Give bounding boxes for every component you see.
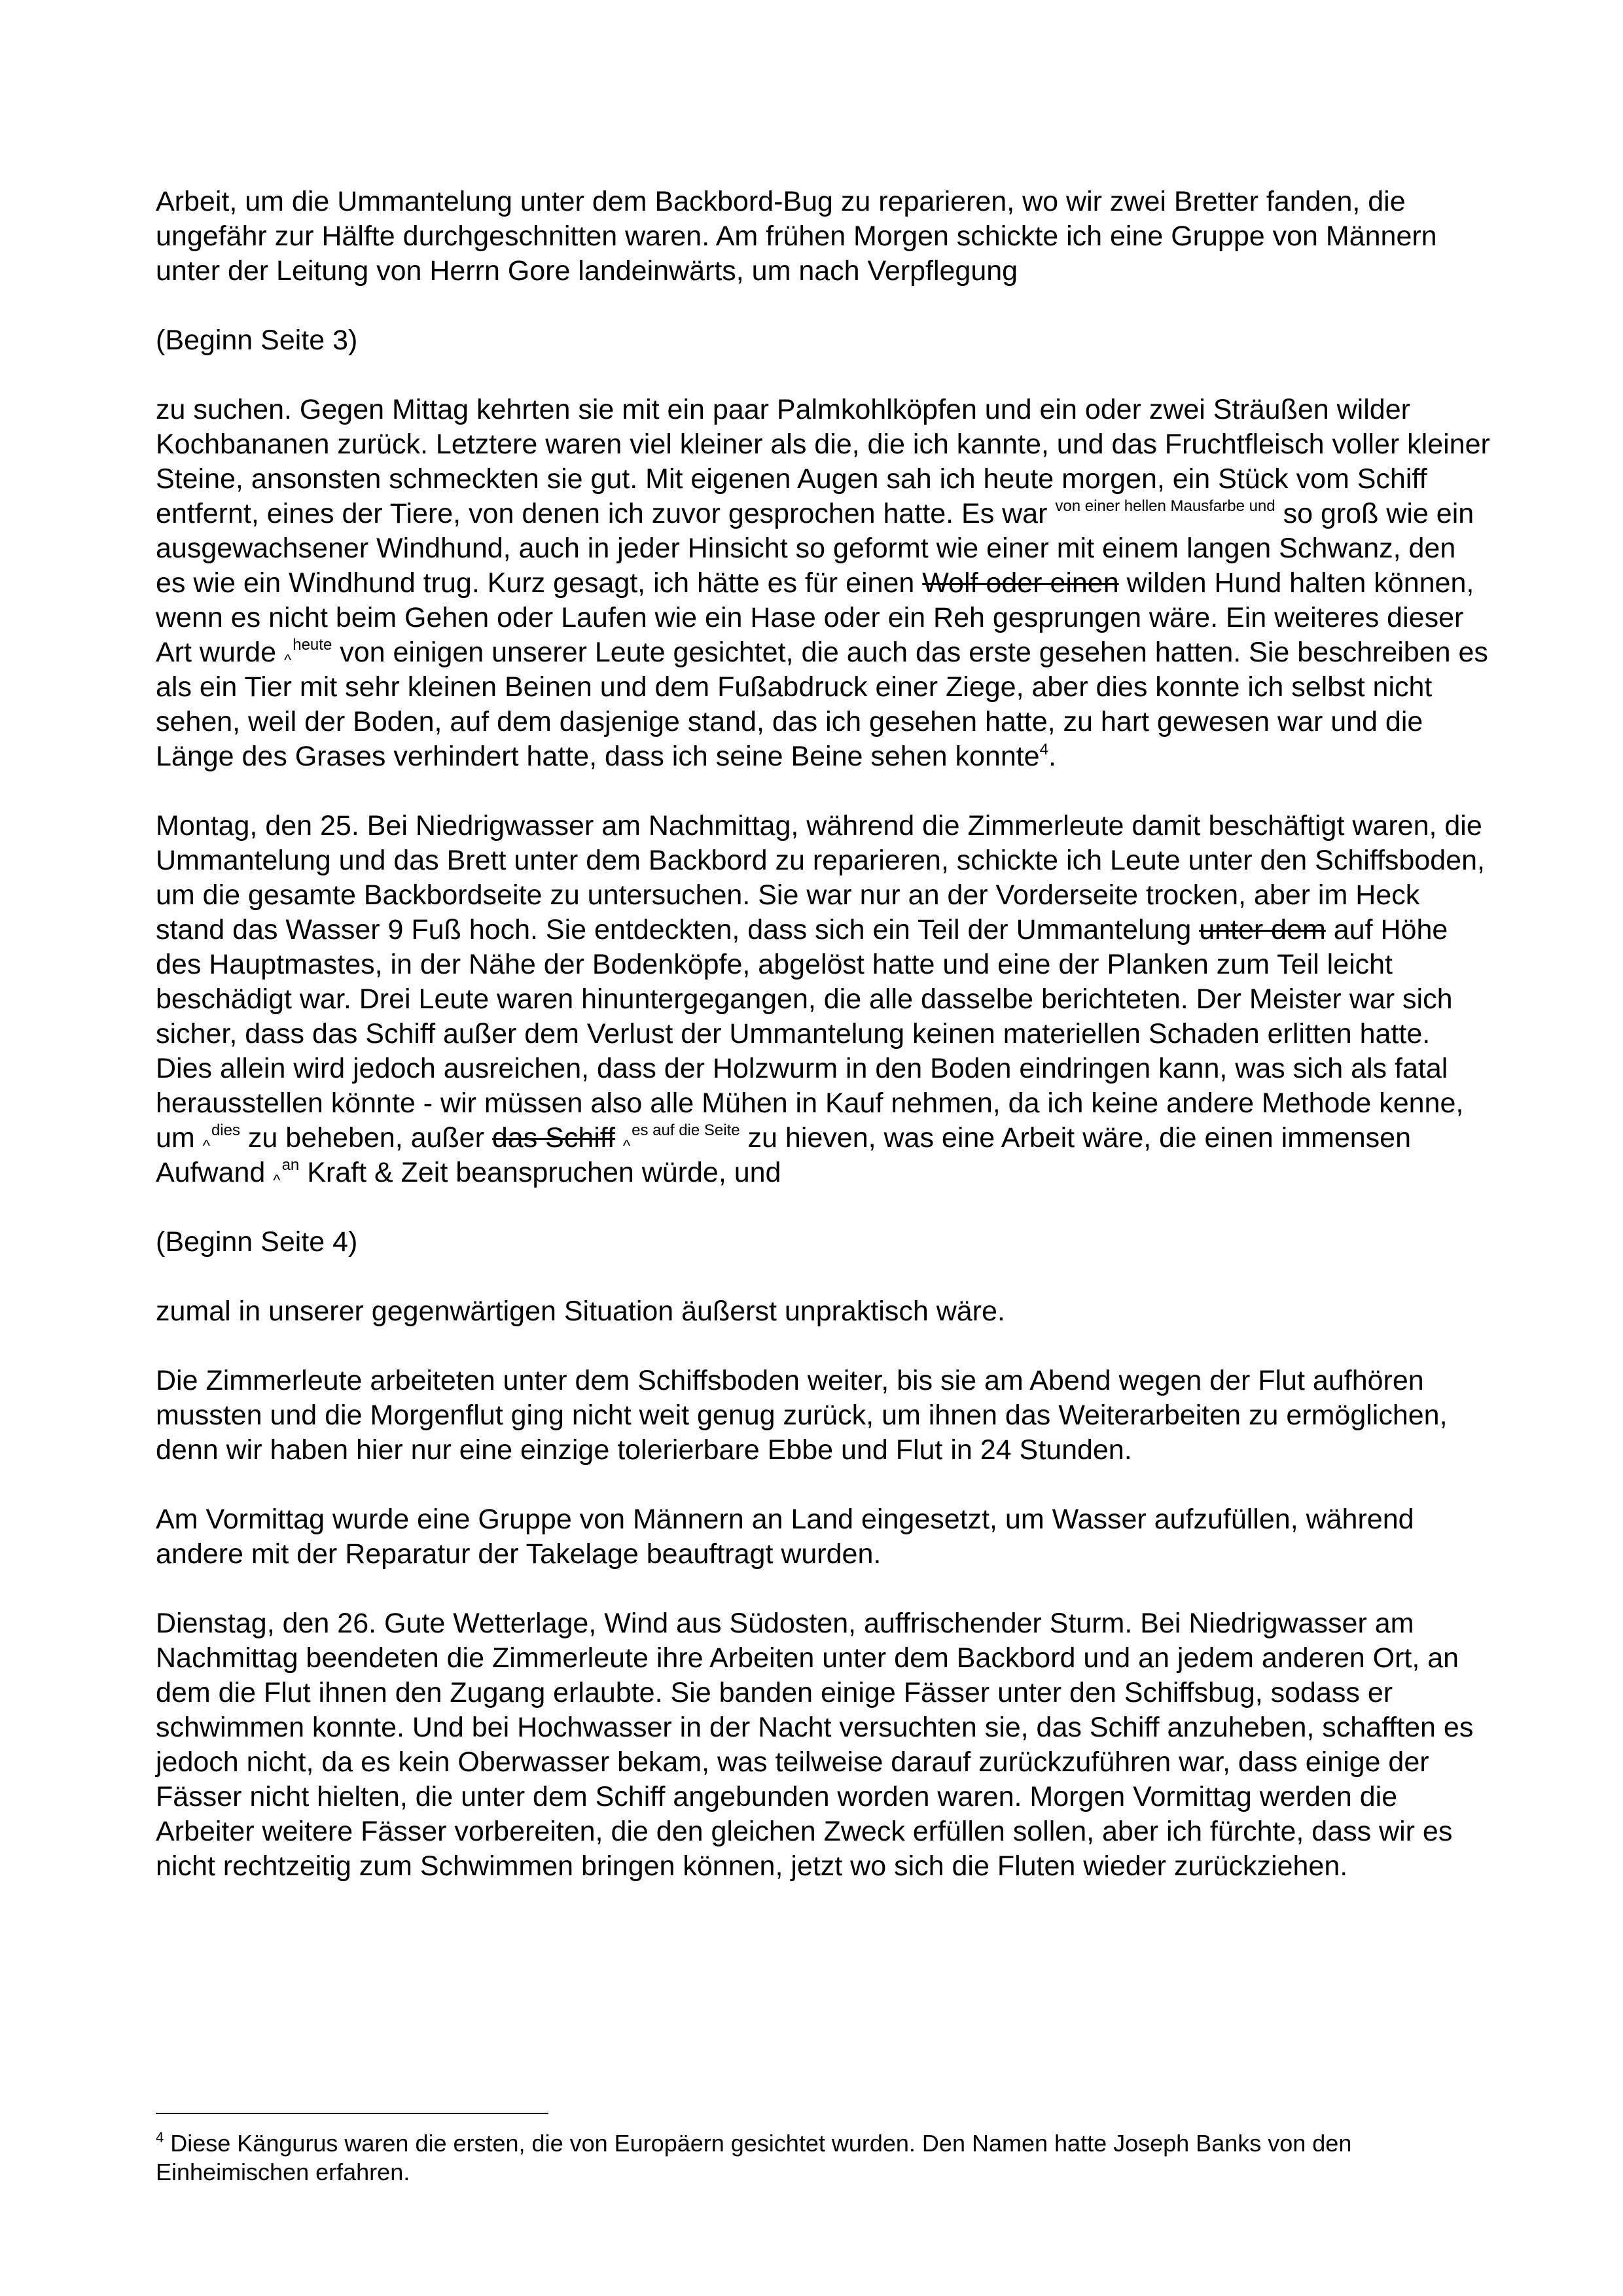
page-marker-3: (Beginn Seite 3): [156, 325, 358, 356]
footnote-separator: [156, 2113, 548, 2114]
text-span: zu beheben, außer: [240, 1122, 492, 1154]
struck-text: unter dem: [1199, 914, 1326, 945]
paragraph-2: [156, 393, 1491, 774]
inserted-annotation: es auf die Seite: [632, 1122, 740, 1139]
paragraph-3: [156, 809, 1491, 1190]
struck-text: das Schiff: [491, 1122, 615, 1154]
text-span: auf Höhe des Hauptmastes, in der Nähe der Bodenköpfe, abgelöst hatte und eine der Planken zum Teil leicht beschädigt war. Drei Leute waren hinuntergegangen, die alle dasselbe berichteten. Der Meister war sich sicher, dass das Schiff außer dem Verlust der Ummantelung keinen materiellen Schaden erlitten hatte. Dies allein wird jedoch ausreichen, dass der Holzwurm in den Boden eindringen kann, was sich als fatal herausstellen könnte - wir müssen also alle Mühen in Kauf nehmen, da ich keine andere Methode kenne, um: [156, 914, 1464, 1154]
text-span: .: [1048, 741, 1056, 772]
insertion-caret: ^: [622, 1137, 631, 1155]
document-body: [156, 185, 1491, 1918]
inserted-annotation: von einer hellen Mausfarbe und: [1055, 497, 1275, 515]
text-span: wilden Hund halten können, wenn es nicht beim Gehen oder Laufen wie ein Hase oder ein Reh gesprungen wäre. Ein weiteres dieser Art wurde: [156, 567, 1474, 668]
text-span: zu hieven, was eine Arbeit wäre, die einen immensen Aufwand: [156, 1122, 1412, 1188]
inserted-annotation: an: [281, 1156, 300, 1174]
paragraph-7: Dienstag, den 26. Gute Wetterlage, Wind aus Südosten, auffrischender Sturm. Bei Niedrigwasser am Nachmittag beendeten die Zimmerleute ihre Arbeiten unter dem Backbord und an jedem anderen Ort, an dem die Flut ihnen den Zugang erlaubte. Sie banden einige Fässer unter den Schiffsbug, sodass er schwimmen konnte. Und bei Hochwasser in der Nacht versuchten sie, das Schiff anzuheben, schafften es jedoch nicht, da es kein Oberwasser bekam, was teilweise darauf zurückzuführen war, dass einige der Fässer nicht hielten, die unter dem Schiff angebunden worden waren. Morgen Vormittag werden die Arbeiter weitere Fässer vorbereiten, die den gleichen Zweck erfüllen sollen, aber ich fürchte, dass wir es nicht rechtzeitig zum Schwimmen bringen können, jetzt wo sich die Fluten wieder zurückziehen.: [156, 1608, 1474, 1882]
paragraph-1: Arbeit, um die Ummantelung unter dem Backbord-Bug zu reparieren, wo wir zwei Bretter fanden, die ungefähr zur Hälfte durchgeschnitten waren. Am frühen Morgen schickte ich eine Gruppe von Männern unter der Leitung von Herrn Gore landeinwärts, um nach Verpflegung: [156, 186, 1437, 287]
text-span: von einigen unserer Leute gesichtet, die auch das erste gesehen hatten. Sie beschreiben es als ein Tier mit sehr kleinen Beinen und dem Fußabdruck einer Ziege, aber dies konnte ich selbst nicht sehen, weil der Boden, auf dem dasjenige stand, das ich gesehen hatte, zu hart gewesen war und die Länge des Grases verhindert hatte, dass ich seine Beine sehen konnte: [156, 637, 1488, 772]
text-span: so groß wie ein ausgewachsener Windhund, auch in jeder Hinsicht so geformt wie einer mit einem langen Schwanz, den es wie ein Windhund trug. Kurz gesagt, ich hätte es für einen: [156, 498, 1474, 599]
paragraph-4: zumal in unserer gegenwärtigen Situation äußerst unpraktisch wäre.: [156, 1296, 1005, 1327]
text-span: Kraft & Zeit beanspruchen würde, und: [299, 1157, 781, 1188]
text-span: zu suchen. Gegen Mittag kehrten sie mit ein paar Palmkohlköpfen und ein oder zwei Sträußen wilder Kochbananen zurück. Letztere waren viel kleiner als die, die ich kannte, und das Fruchtfleisch voller kleiner Steine, ansonsten schmeckten sie gut. Mit eigenen Augen sah ich heute morgen, ein Stück vom Schiff entfernt, eines der Tiere, von denen ich zuvor gesprochen hatte. Es war: [156, 394, 1490, 529]
text-span: [615, 1122, 623, 1154]
text-span: Montag, den 25. Bei Niedrigwasser am Nachmittag, während die Zimmerleute damit beschäftigt waren, die Ummantelung und das Brett unter dem Backbord zu reparieren, schickte ich Leute unter den Schiffsboden, um die gesamte Backbordseite zu untersuchen. Sie war nur an der Vorderseite trocken, aber im Heck stand das Wasser 9 Fuß hoch. Sie entdeckten, dass sich ein Teil der Ummantelung: [156, 810, 1485, 945]
inserted-annotation: heute: [293, 636, 332, 654]
struck-text: Wolf oder einen: [922, 567, 1119, 599]
insertion-caret: ^: [273, 1172, 281, 1190]
footnote-number: 4: [156, 2129, 164, 2146]
footnote: [156, 2129, 1491, 2187]
insertion-caret: ^: [202, 1137, 210, 1155]
paragraph-6: Am Vormittag wurde eine Gruppe von Männern an Land eingesetzt, um Wasser aufzufüllen, während andere mit der Reparatur der Takelage beauftragt wurden.: [156, 1504, 1414, 1570]
inserted-annotation: dies: [211, 1122, 240, 1139]
footnote-reference[interactable]: 4: [1039, 741, 1048, 758]
paragraph-5: Die Zimmerleute arbeiteten unter dem Schiffsboden weiter, bis sie am Abend wegen der Flut aufhören mussten und die Morgenflut ging nicht weit genug zurück, um ihnen das Weiterarbeiten zu ermöglichen, denn wir haben hier nur eine einzige tolerierbare Ebbe und Flut in 24 Stunden.: [156, 1365, 1448, 1466]
footnote-text: Diese Kängurus waren die ersten, die von Europäern gesichtet wurden. Den Namen hatte Joseph Banks von den Einheimischen erfahren.: [156, 2130, 1352, 2185]
insertion-caret: ^: [283, 652, 292, 669]
page-marker-4: (Beginn Seite 4): [156, 1226, 358, 1258]
